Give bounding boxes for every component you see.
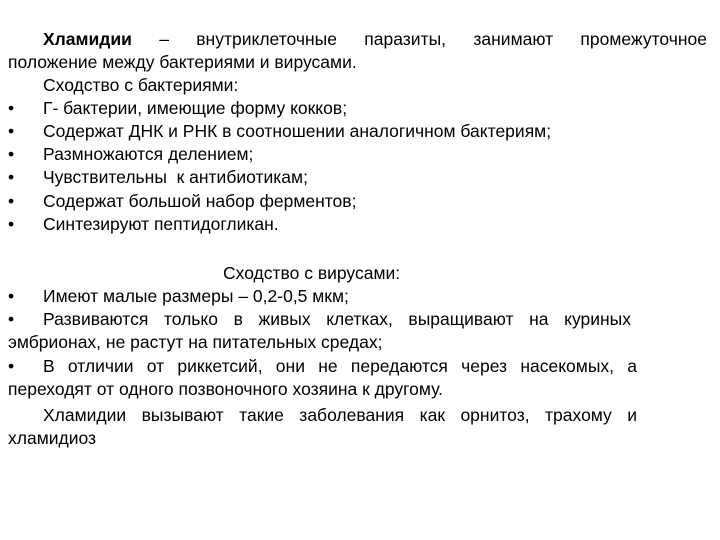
viruses-bullet-3: •	[8, 356, 15, 376]
intro-line-2: положение между бактериями и вирусами.	[8, 52, 357, 72]
bacteria-bullet-6: •	[8, 214, 15, 234]
conclusion-line-2: хламидиоз	[8, 428, 97, 448]
viruses-heading: Сходство с вирусами:	[223, 263, 401, 283]
bacteria-bullet-1: •	[8, 98, 15, 118]
intro-term: Хламидии	[43, 29, 132, 49]
viruses-item-3-line-1: В отличии от риккетсий, они не передаются через насекомых, а	[43, 356, 637, 376]
bacteria-bullet-4: •	[8, 167, 15, 187]
bacteria-heading: Сходство с бактериями:	[43, 75, 239, 95]
bacteria-item-1: Г- бактерии, имеющие форму кокков;	[43, 98, 348, 118]
bacteria-bullet-5: •	[8, 191, 15, 211]
viruses-bullet-2: •	[8, 309, 15, 329]
intro-line-1	[43, 28, 707, 51]
viruses-bullet-1: •	[8, 286, 15, 306]
bacteria-bullet-3: •	[8, 144, 15, 164]
viruses-item-3-line-2: переходят от одного позвоночного хозяина к другому.	[8, 379, 443, 399]
bacteria-bullet-2: •	[8, 121, 15, 141]
viruses-item-2-line-1: Развиваются только в живых клетках, выращивают на куриных	[43, 309, 631, 329]
bacteria-item-2: Содержат ДНК и РНК в соотношении аналогичном бактериям;	[43, 121, 552, 141]
bacteria-item-3: Размножаются делением;	[43, 144, 254, 164]
intro-line-1-text: – внутриклеточные паразиты, занимают промежуточное	[131, 29, 707, 49]
viruses-item-2-line-2: эмбрионах, не растут на питательных средах;	[8, 332, 383, 352]
bacteria-item-4: Чувствительны к антибиотикам;	[43, 167, 308, 187]
bacteria-item-5: Содержат большой набор ферментов;	[43, 191, 357, 211]
viruses-item-1: Имеют малые размеры – 0,2-0,5 мкм;	[43, 286, 349, 306]
bacteria-item-6: Синтезируют пептидогликан.	[43, 214, 279, 234]
conclusion-line-1: Хламидии вызывают такие заболевания как орнитоз, трахому и	[43, 405, 637, 425]
